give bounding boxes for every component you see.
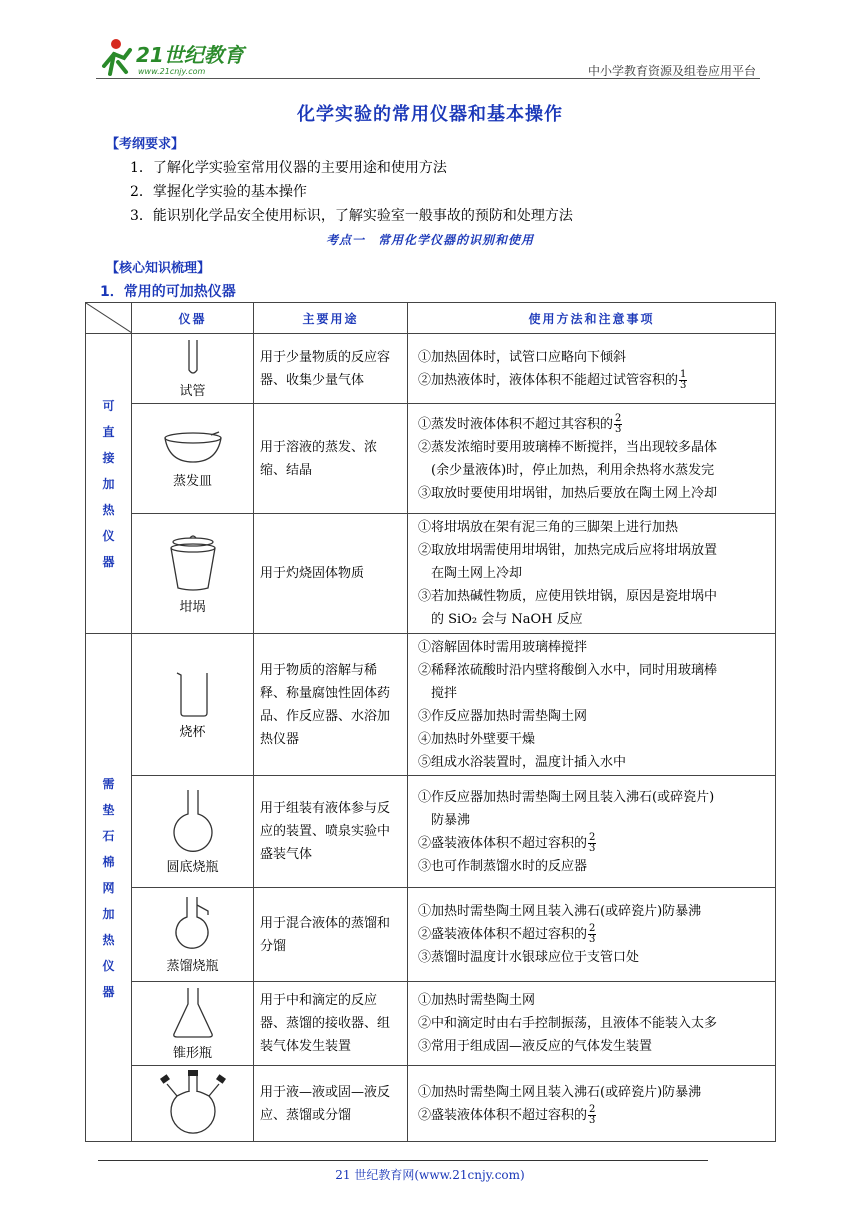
platform-name: 中小学教育资源及组卷应用平台 <box>587 64 756 78</box>
note-line: ①作反应器加热时需垫陶土网且装入沸石(或碎瓷片) <box>418 789 715 805</box>
note-line: ②取放坩埚需使用坩埚钳，加热完成后应将坩埚放置 <box>418 543 718 558</box>
usage-text: 用于物质的溶解与稀释、称量腐蚀性固体药品、作反应器、水浴加热仪器 <box>254 634 408 776</box>
notes-cell <box>408 776 776 888</box>
instrument-name: 烧杯 <box>179 725 206 740</box>
note-line: ③作反应器加热时需垫陶土网 <box>418 708 588 724</box>
instrument-name: 蒸馏烧瓶 <box>166 959 219 974</box>
instrument-cell <box>132 888 254 982</box>
round-bottom-flask-icon <box>171 788 215 854</box>
site-logo <box>96 36 256 80</box>
group-label-asbestos-gauze: 需 垫 石 棉 网 加 热 仪 器 <box>86 634 132 1142</box>
distillation-flask-icon <box>168 895 218 953</box>
beaker-icon <box>173 669 213 719</box>
instrument-cell <box>132 1066 254 1142</box>
note-line: 的 SiO₂ 会与 NaOH 反应 <box>431 612 583 627</box>
notes-cell <box>408 634 776 776</box>
table-row <box>86 776 776 888</box>
note-line: ②盛装液体体积不超过容积的 <box>418 835 588 851</box>
instrument-cell <box>132 634 254 776</box>
runner-logo-icon <box>96 36 256 80</box>
fraction: $\frac{1}{3}$ <box>680 368 687 391</box>
note-line: ②稀释浓硫酸时沿内壁将酸倒入水中，同时用玻璃棒 <box>418 662 718 678</box>
table-row <box>86 514 776 634</box>
note-line: (余少量液体)时，停止加热，利用余热将水蒸发完 <box>431 462 715 478</box>
page-title: 化学实验的常用仪器和基本操作 <box>297 104 563 125</box>
note-line: 防暴沸 <box>431 812 471 828</box>
group-label-direct-heat: 可 直 接 加 热 仪 器 <box>86 334 132 634</box>
usage-text: 用于组装有液体参与反应的装置、喷泉实验中盛装气体 <box>254 776 408 888</box>
column-header: 使用方法和注意事项 <box>408 303 776 334</box>
note-line: ②盛装液体体积不超过容积的 <box>418 927 588 942</box>
instrument-name: 蒸发皿 <box>172 474 212 489</box>
note-line: ③蒸馏时温度计水银球应位于支管口处 <box>418 950 640 965</box>
note-line: ②中和滴定时由右手控制振荡，且液体不能装入太多 <box>418 1016 718 1031</box>
fraction: $\frac{2}{3}$ <box>589 1103 596 1126</box>
table-row <box>86 982 776 1066</box>
note-line: 在陶土网上冷却 <box>431 566 523 581</box>
requirements-heading: 【考纲要求】 <box>106 137 185 152</box>
core-heading: 【核心知识梳理】 <box>106 261 211 276</box>
footer-text: 21 世纪教育网(www.21cnjy.com) <box>335 1168 525 1182</box>
notes-cell <box>408 514 776 634</box>
fraction: $\frac{2}{3}$ <box>589 923 596 945</box>
usage-text: 用于混合液体的蒸馏和分馏 <box>254 888 408 982</box>
table-row <box>86 404 776 514</box>
notes-cell <box>408 888 776 982</box>
requirement-item: 1．了解化学实验室常用仪器的主要用途和使用方法 <box>130 160 447 176</box>
table-row <box>86 634 776 776</box>
table-row <box>86 334 776 404</box>
footer-divider <box>98 1160 708 1161</box>
notes-cell <box>408 334 776 404</box>
note-line: ①加热时需垫陶土网且装入沸石(或碎瓷片)防暴沸 <box>418 904 702 919</box>
usage-text: 用于溶液的蒸发、浓缩、结晶 <box>254 404 408 514</box>
fraction: $\frac{2}{3}$ <box>615 412 622 435</box>
instrument-cell <box>132 776 254 888</box>
note-line: ③也可作制蒸馏水时的反应器 <box>418 858 588 874</box>
corner-cell <box>86 303 132 334</box>
notes-cell <box>408 1066 776 1142</box>
instrument-cell <box>132 982 254 1066</box>
requirement-item: 2．掌握化学实验的基本操作 <box>130 184 307 200</box>
note-line: ④加热时外壁要干燥 <box>418 731 536 747</box>
table-row <box>86 1066 776 1142</box>
note-line: ①将坩埚放在架有泥三角的三脚架上进行加热 <box>418 520 679 535</box>
notes-cell <box>408 404 776 514</box>
header-divider <box>96 78 760 79</box>
table-header-row <box>86 303 776 334</box>
note-line: ③若加热碱性物质，应使用铁坩锅，原因是瓷坩埚中 <box>418 589 718 604</box>
usage-text: 用于灼烧固体物质 <box>254 514 408 634</box>
note-line: ①溶解固体时需用玻璃棒搅拌 <box>418 639 588 655</box>
note-line: 搅拌 <box>431 685 458 701</box>
three-neck-flask-icon <box>153 1068 233 1138</box>
conical-flask-icon <box>168 986 218 1040</box>
note-line: ⑤组成水浴装置时，温度计插入水中 <box>418 754 627 770</box>
fraction: $\frac{2}{3}$ <box>589 831 596 854</box>
svg-text:21世纪教育: 21世纪教育 <box>136 43 244 67</box>
instrument-name: 锥形瓶 <box>172 1046 212 1061</box>
svg-text:www.21cnjy.com: www.21cnjy.com <box>138 67 206 76</box>
note-line: ③取放时要使用坩埚钳，加热后要放在陶土网上冷却 <box>418 485 718 501</box>
note-line: ②加热液体时，液体体积不能超过试管容积的 <box>418 372 679 388</box>
note-line: ①蒸发时液体体积不超过其容积的 <box>418 416 614 432</box>
column-header: 仪器 <box>132 303 254 334</box>
requirement-item: 3．能识别化学品安全使用标识，了解实验室一般事故的预防和处理方法 <box>130 208 573 224</box>
instrument-cell <box>132 334 254 404</box>
note-line: ②蒸发浓缩时要用玻璃棒不断搅拌，当出现较多晶体 <box>418 439 718 455</box>
instrument-name: 试管 <box>179 384 206 399</box>
note-line: ①加热时需垫陶土网且装入沸石(或碎瓷片)防暴沸 <box>418 1084 702 1100</box>
instrument-name: 坩埚 <box>179 600 206 615</box>
note-line: ②盛装液体体积不超过容积的 <box>418 1107 588 1123</box>
instrument-cell <box>132 514 254 634</box>
instrument-table <box>85 302 776 1142</box>
key-point-title: 考点一 常用化学仪器的识别和使用 <box>325 233 534 247</box>
instrument-name: 圆底烧瓶 <box>166 860 219 875</box>
test-tube-icon <box>183 338 203 378</box>
table-row <box>86 888 776 982</box>
note-line: ①加热固体时，试管口应略向下倾斜 <box>418 349 627 365</box>
crucible-icon <box>165 532 221 594</box>
usage-text: 用于液—液或固—液反应、蒸馏或分馏 <box>254 1066 408 1142</box>
notes-cell <box>408 982 776 1066</box>
instrument-cell <box>132 404 254 514</box>
column-header: 主要用途 <box>254 303 408 334</box>
usage-text: 用于中和滴定的反应器、蒸馏的接收器、组装气体发生装置 <box>254 982 408 1066</box>
subsection-title: 1．常用的可加热仪器 <box>100 284 236 300</box>
note-line: ①加热时需垫陶土网 <box>418 993 536 1008</box>
usage-text: 用于少量物质的反应容器、收集少量气体 <box>254 334 408 404</box>
note-line: ③常用于组成固—液反应的气体发生装置 <box>418 1039 653 1054</box>
evaporating-dish-icon <box>161 428 225 468</box>
